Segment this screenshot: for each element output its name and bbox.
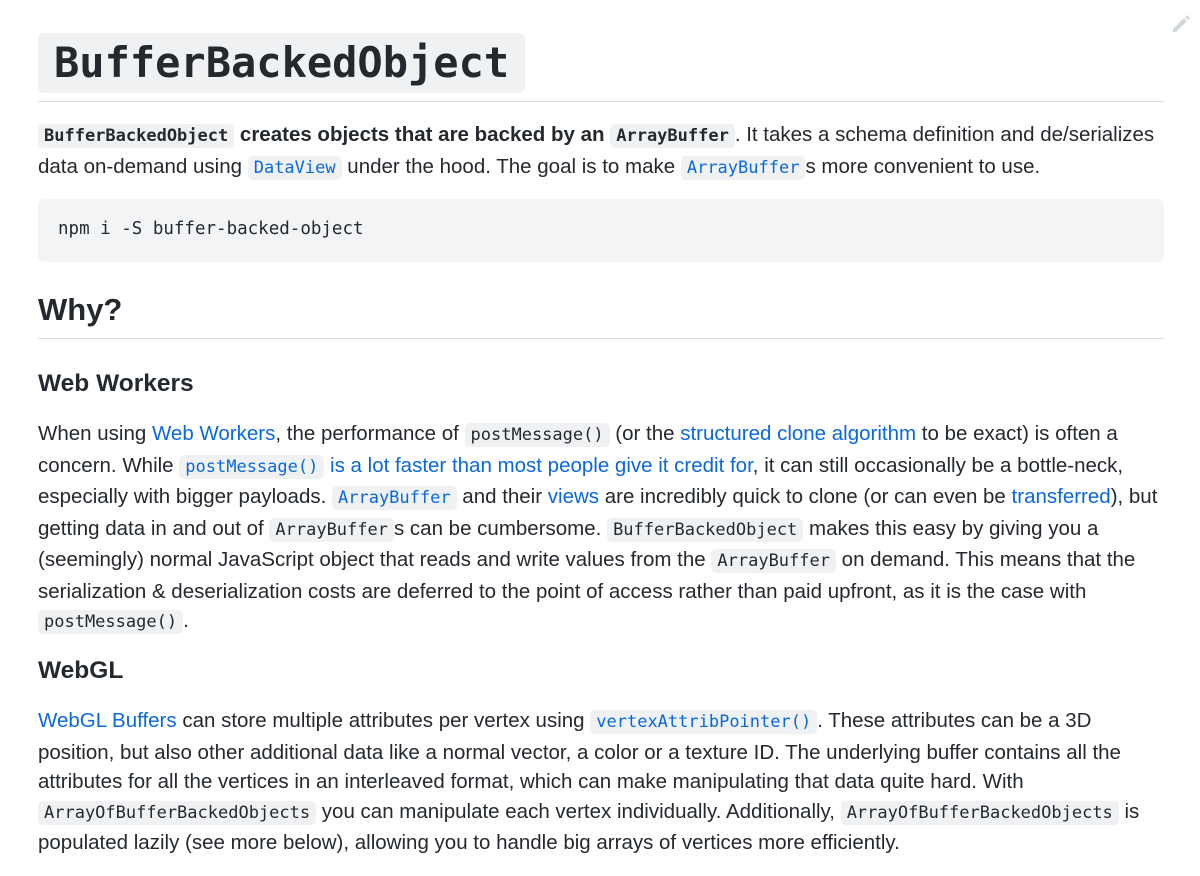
install-code-block[interactable] <box>38 199 1164 262</box>
inline-code: ArrayOfBufferBackedObjects <box>38 801 316 825</box>
link-arraybuffer[interactable] <box>332 485 457 508</box>
text: ), but getting data in and out of <box>38 485 1158 540</box>
link-text: is a lot faster than most people give it credit for <box>324 453 753 477</box>
pencil-icon[interactable] <box>1170 12 1192 34</box>
text: . <box>183 609 189 632</box>
install-command: npm i -S buffer-backed-object <box>58 219 364 239</box>
text: to be exact) is often a concern. While <box>38 422 1118 477</box>
text: you can manipulate each vertex individually. Additionally, <box>316 799 841 823</box>
text: When using <box>38 422 152 445</box>
web-workers-heading: Web Workers <box>38 370 194 397</box>
title-code: BufferBackedObject <box>38 33 525 93</box>
inline-code: postMessage() <box>38 610 183 634</box>
why-heading: Why? <box>38 290 1164 339</box>
text: s more convenient to use. <box>805 154 1041 178</box>
inline-code: ArrayBuffer <box>269 518 394 542</box>
text: , it can still occasionally be a bottle-neck, especially with bigger payloads. <box>38 453 1124 508</box>
text: are incredibly quick to clone (or can even be <box>599 485 1012 508</box>
link-arraybuffer[interactable] <box>681 155 806 178</box>
link-dataview[interactable] <box>248 155 342 178</box>
web-workers-paragraph <box>38 419 1164 638</box>
link-code: DataView <box>248 156 342 180</box>
inline-code: BufferBackedObject <box>38 124 234 148</box>
intro-paragraph <box>38 120 1164 183</box>
link-code: vertexAttribPointer() <box>590 710 817 734</box>
link-code: ArrayBuffer <box>332 486 457 510</box>
link-webgl-buffers[interactable]: WebGL Buffers <box>38 709 177 732</box>
inline-code: postMessage() <box>465 423 610 447</box>
page-title <box>38 33 525 93</box>
text: makes this easy by giving you a (seemingly) normal JavaScript object that reads and write values from the <box>38 516 1099 571</box>
text: can store multiple attributes per vertex using <box>176 709 591 732</box>
link-structured-clone[interactable]: structured clone algorithm <box>680 422 917 445</box>
text: (or the <box>609 422 681 445</box>
text: is populated lazily (see more below), allowing you to handle big arrays of vertices more efficiently. <box>38 799 1140 854</box>
webgl-paragraph <box>38 706 1164 858</box>
link-views[interactable]: views <box>547 485 600 508</box>
link-vertexattribpointer[interactable] <box>590 709 817 732</box>
text: . These attributes can be a 3D position, but also other additional data like a normal vector, a color or a texture ID. The underlying buffer contains all the attributes for all the vertices in an interleaved format, which can make manipulating that data quite hard. With <box>38 709 1121 793</box>
text: under the hood. The goal is to make <box>341 154 681 178</box>
text: on demand. This means that the serialization & deserialization costs are deferred to the point of access rather than paid upfront, as it is the case with <box>38 548 1136 603</box>
inline-code: ArrayOfBufferBackedObjects <box>841 801 1119 825</box>
inline-code: ArrayBuffer <box>610 124 735 148</box>
link-code: ArrayBuffer <box>681 156 806 180</box>
inline-code: ArrayBuffer <box>711 549 836 573</box>
text: , the performance of <box>275 422 465 445</box>
text: s can be cumbersome. <box>393 516 608 540</box>
text: and their <box>456 485 548 508</box>
bold-text: creates objects that are backed by an <box>234 123 611 146</box>
webgl-heading: WebGL <box>38 657 124 684</box>
link-web-workers[interactable]: Web Workers <box>151 422 276 445</box>
link-code: postMessage() <box>179 455 324 479</box>
link-transferred[interactable]: transferred <box>1011 485 1111 508</box>
inline-code: BufferBackedObject <box>607 518 803 542</box>
link-postmessage-faster[interactable] <box>179 454 753 477</box>
text: . It takes a schema definition and de/serializes data on-demand using <box>38 123 1155 178</box>
title-section <box>38 0 1164 102</box>
